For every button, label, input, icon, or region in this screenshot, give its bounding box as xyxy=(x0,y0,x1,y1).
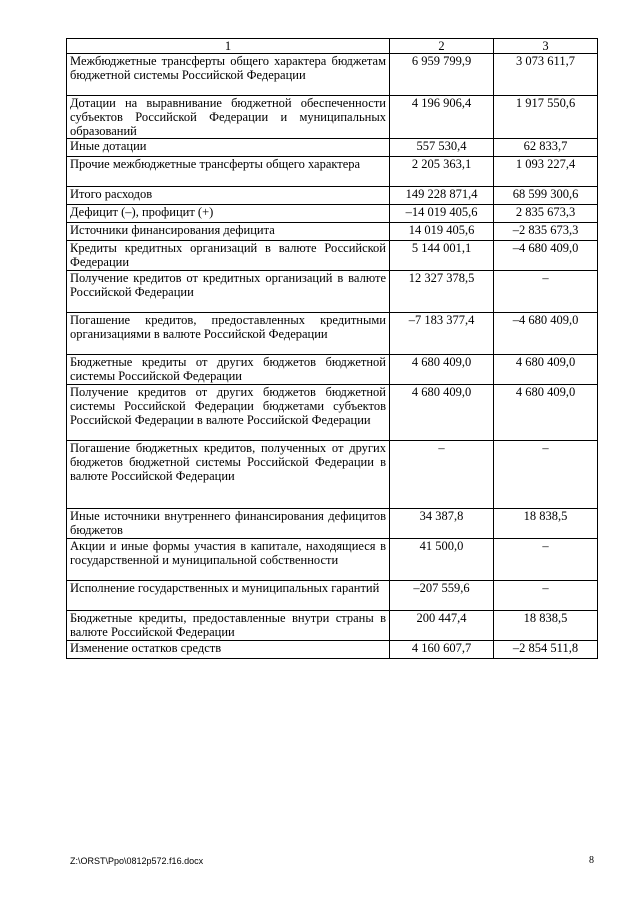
row-value-col2-cell: 12 327 378,5 xyxy=(390,271,494,313)
table-row xyxy=(67,441,598,509)
table-row xyxy=(67,96,598,139)
row-value-col3-cell: –4 680 409,0 xyxy=(494,241,598,271)
table-row xyxy=(67,385,598,441)
row-value-col3-cell: –4 680 409,0 xyxy=(494,313,598,355)
row-name-cell: Кредиты кредитных организаций в валюте Российской Федерации xyxy=(67,241,390,271)
row-value-col3-cell: –2 835 673,3 xyxy=(494,223,598,241)
table-header-row xyxy=(67,39,598,54)
row-value-col2-cell: –14 019 405,6 xyxy=(390,205,494,223)
row-value-col2-cell: 6 959 799,9 xyxy=(390,54,494,96)
row-value-col3-cell: 4 680 409,0 xyxy=(494,355,598,385)
row-value-col3-cell: – xyxy=(494,441,598,509)
table-row xyxy=(67,271,598,313)
row-value-col3-cell: – xyxy=(494,271,598,313)
row-name-cell: Бюджетные кредиты от других бюджетов бюджетной системы Российской Федерации xyxy=(67,355,390,385)
table-row xyxy=(67,355,598,385)
row-name-cell: Иные источники внутреннего финансирования дефицитов бюджетов xyxy=(67,509,390,539)
table-row xyxy=(67,223,598,241)
table-row xyxy=(67,611,598,641)
row-value-col2-cell: 200 447,4 xyxy=(390,611,494,641)
row-name-cell: Бюджетные кредиты, предоставленные внутри страны в валюте Российской Федерации xyxy=(67,611,390,641)
row-value-col2-cell: – xyxy=(390,441,494,509)
row-value-col3-cell: 62 833,7 xyxy=(494,139,598,157)
row-name-cell: Дотации на выравнивание бюджетной обеспеченности субъектов Российской Федерации и муниципальных образований xyxy=(67,96,390,139)
table-row xyxy=(67,187,598,205)
row-name-cell: Прочие межбюджетные трансферты общего характера xyxy=(67,157,390,187)
row-value-col2-cell: 4 196 906,4 xyxy=(390,96,494,139)
table-row xyxy=(67,139,598,157)
table-row xyxy=(67,241,598,271)
row-name-cell: Получение кредитов от других бюджетов бюджетной системы Российской Федерации бюджетами субъектов Российской Федерации в валюте Российской Федерации xyxy=(67,385,390,441)
row-value-col2-cell: 4 680 409,0 xyxy=(390,355,494,385)
row-value-col2-cell: 4 680 409,0 xyxy=(390,385,494,441)
row-value-col2-cell: 41 500,0 xyxy=(390,539,494,581)
footer-file-path: Z:\ORST\Ppo\0812p572.f16.docx xyxy=(70,856,204,866)
table-row xyxy=(67,581,598,611)
row-value-col2-cell: 2 205 363,1 xyxy=(390,157,494,187)
row-value-col3-cell: 3 073 611,7 xyxy=(494,54,598,96)
row-value-col3-cell: –2 854 511,8 xyxy=(494,641,598,659)
row-name-cell: Дефицит (–), профицит (+) xyxy=(67,205,390,223)
row-value-col2-cell: –207 559,6 xyxy=(390,581,494,611)
row-value-col2-cell: 4 160 607,7 xyxy=(390,641,494,659)
row-value-col2-cell: 34 387,8 xyxy=(390,509,494,539)
row-value-col3-cell: – xyxy=(494,539,598,581)
budget-table xyxy=(66,38,598,659)
row-name-cell: Акции и иные формы участия в капитале, находящиеся в государственной и муниципальной собственности xyxy=(67,539,390,581)
row-value-col2-cell: 5 144 001,1 xyxy=(390,241,494,271)
row-value-col2-cell: –7 183 377,4 xyxy=(390,313,494,355)
row-name-cell: Межбюджетные трансферты общего характера бюджетам бюджетной системы Российской Федерации xyxy=(67,54,390,96)
row-value-col3-cell: 2 835 673,3 xyxy=(494,205,598,223)
page-number: 8 xyxy=(589,855,594,866)
row-name-cell: Источники финансирования дефицита xyxy=(67,223,390,241)
table-row xyxy=(67,205,598,223)
row-value-col3-cell: 4 680 409,0 xyxy=(494,385,598,441)
row-value-col2-cell: 14 019 405,6 xyxy=(390,223,494,241)
header-col-3: 3 xyxy=(494,39,598,54)
table-row xyxy=(67,539,598,581)
table-row xyxy=(67,509,598,539)
row-name-cell: Иные дотации xyxy=(67,139,390,157)
row-value-col3-cell: 18 838,5 xyxy=(494,611,598,641)
row-name-cell: Погашение бюджетных кредитов, полученных от других бюджетов бюджетной системы Российской Федерации в валюте Российской Федерации xyxy=(67,441,390,509)
row-name-cell: Исполнение государственных и муниципальных гарантий xyxy=(67,581,390,611)
row-value-col3-cell: 68 599 300,6 xyxy=(494,187,598,205)
row-value-col3-cell: – xyxy=(494,581,598,611)
table-row xyxy=(67,54,598,96)
row-value-col2-cell: 149 228 871,4 xyxy=(390,187,494,205)
row-name-cell: Итого расходов xyxy=(67,187,390,205)
row-name-cell: Получение кредитов от кредитных организаций в валюте Российской Федерации xyxy=(67,271,390,313)
header-col-1: 1 xyxy=(67,39,390,54)
row-name-cell: Изменение остатков средств xyxy=(67,641,390,659)
row-name-cell: Погашение кредитов, предоставленных кредитными организациями в валюте Российской Федерации xyxy=(67,313,390,355)
header-col-2: 2 xyxy=(390,39,494,54)
row-value-col2-cell: 557 530,4 xyxy=(390,139,494,157)
row-value-col3-cell: 18 838,5 xyxy=(494,509,598,539)
row-value-col3-cell: 1 917 550,6 xyxy=(494,96,598,139)
table-row xyxy=(67,641,598,659)
table-row xyxy=(67,157,598,187)
row-value-col3-cell: 1 093 227,4 xyxy=(494,157,598,187)
table-row xyxy=(67,313,598,355)
